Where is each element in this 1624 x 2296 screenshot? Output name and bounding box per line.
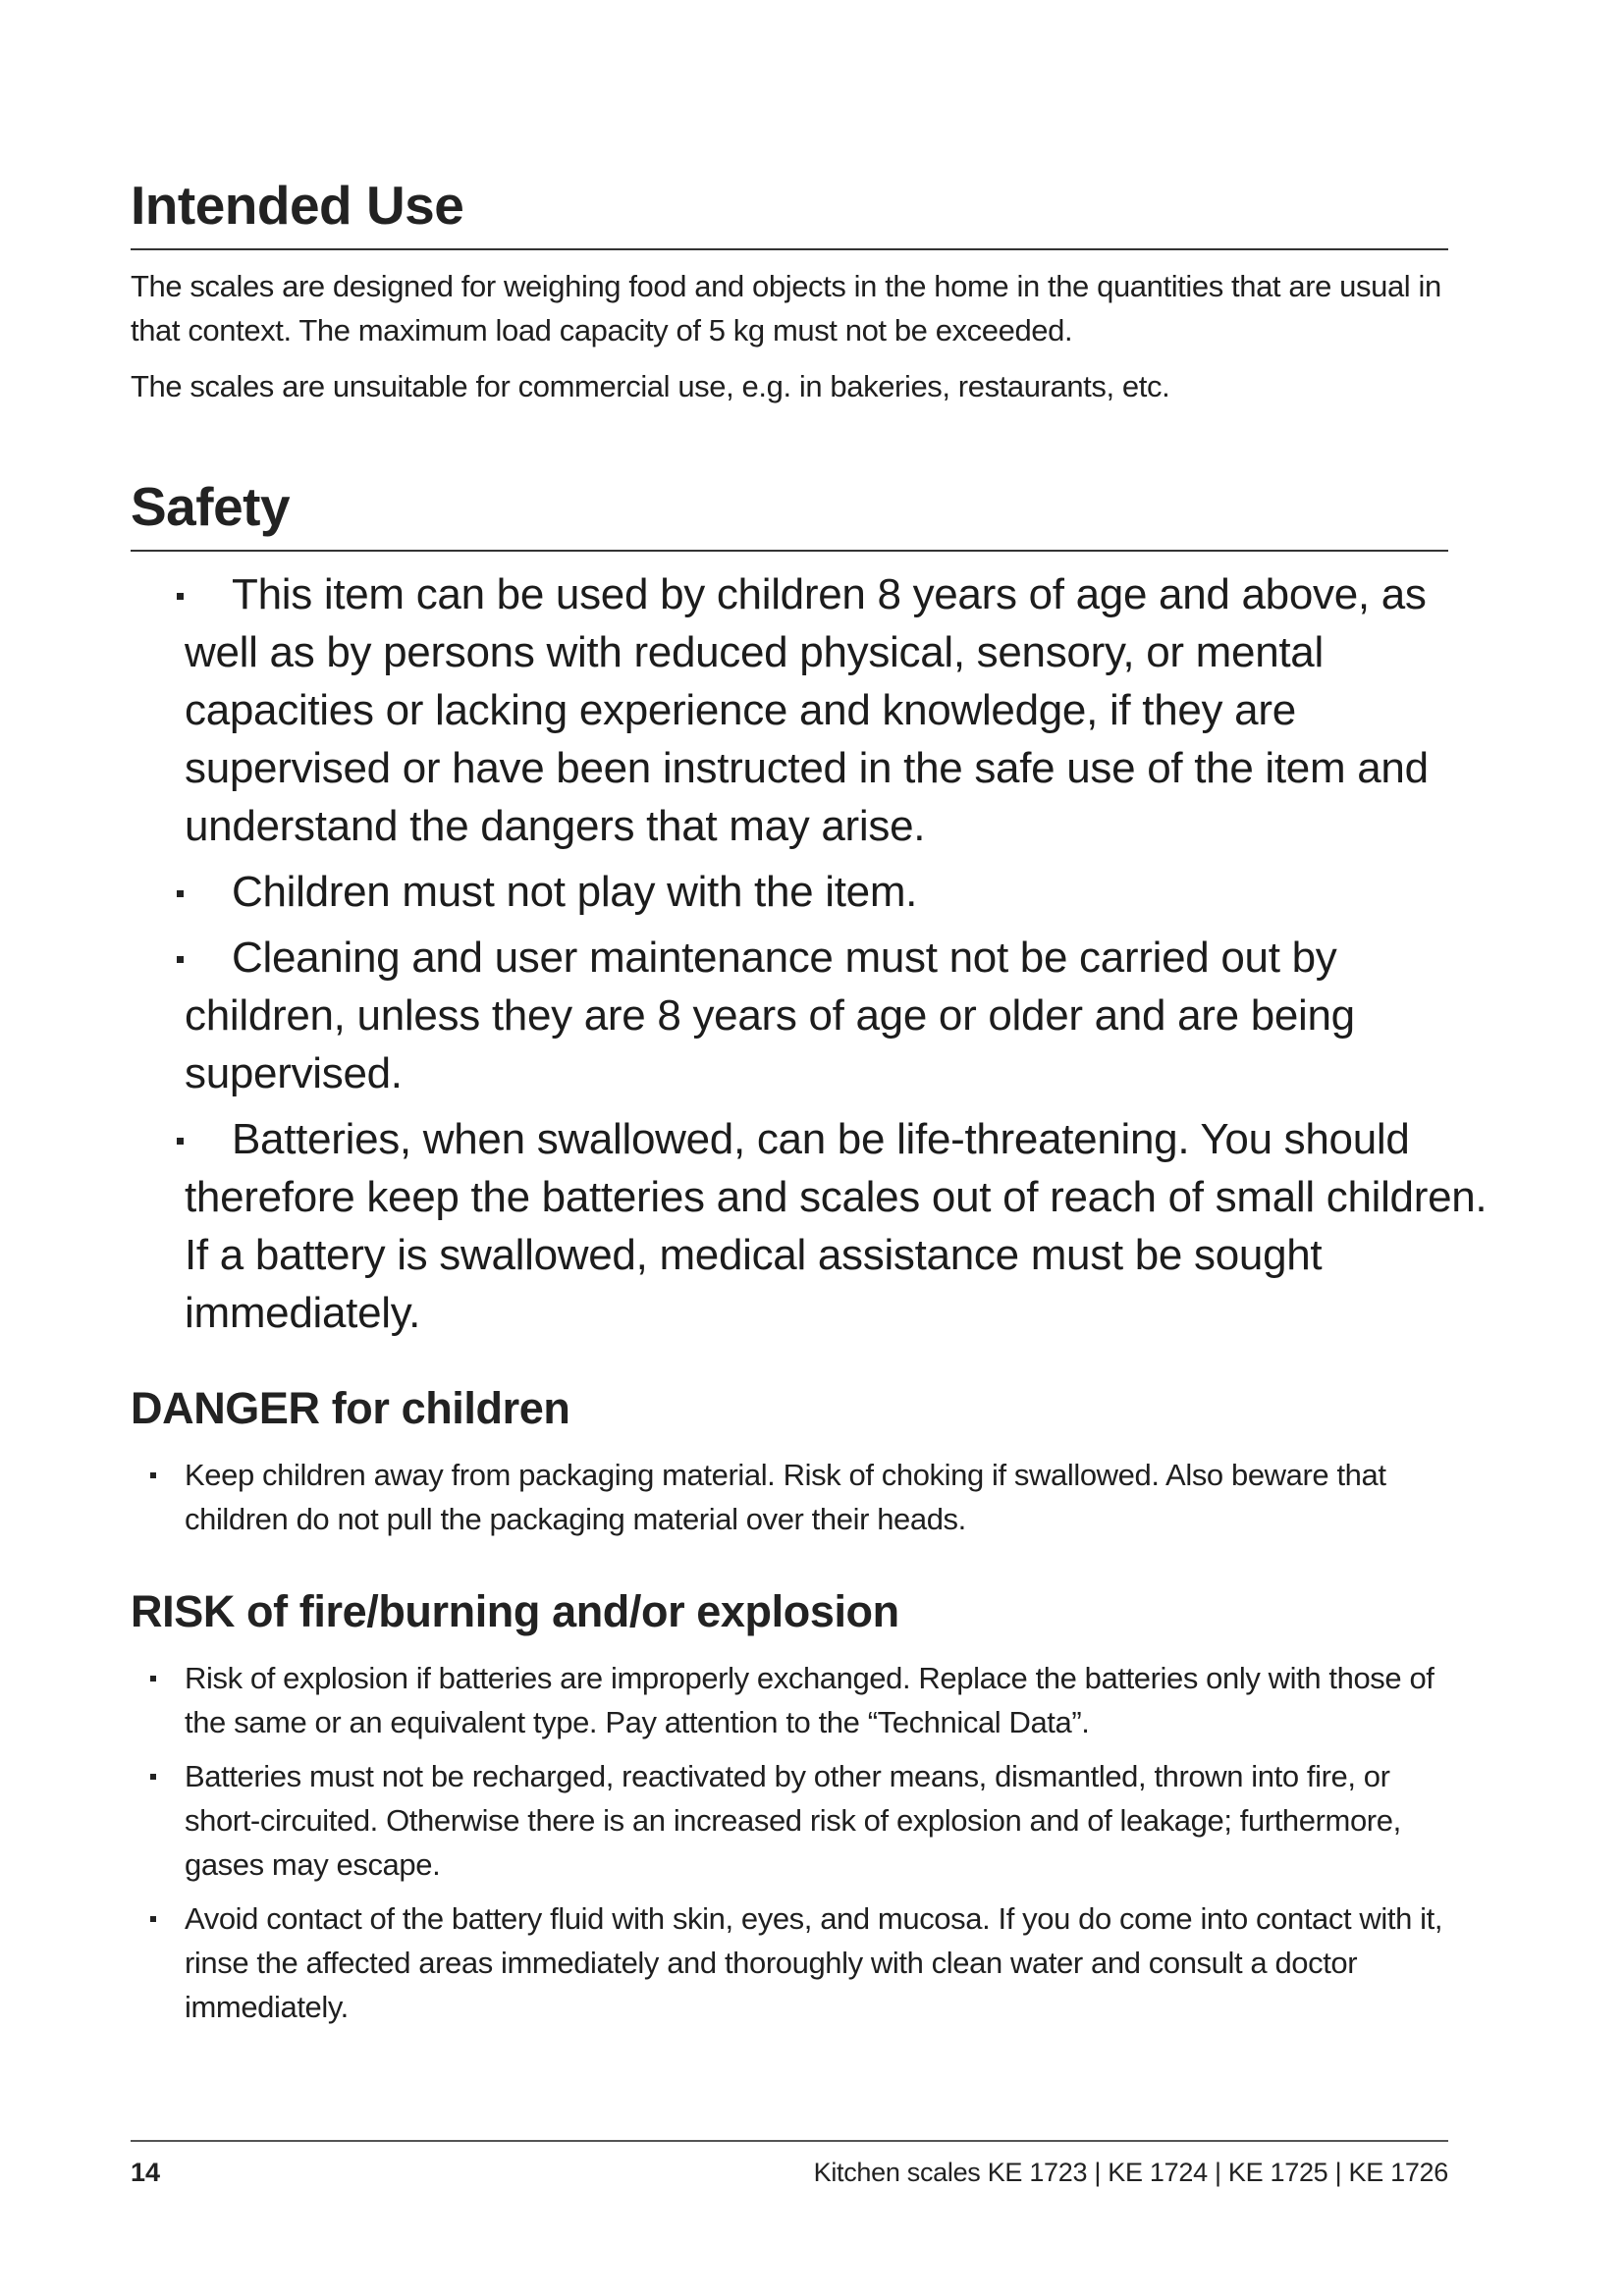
intended-use-section [131,175,1448,408]
section-divider [131,550,1448,552]
risk-fire-section [131,1585,1448,2039]
page-footer [131,2140,1448,2188]
list-item: Children must not play with the item. [131,863,1505,921]
bullet-icon [150,1774,156,1780]
list-item: This item can be used by children 8 years of age and above, as well as by persons with reduced physical, sensory, or mental capacities or lacking experience and knowledge, if they are supervised or have been instructed in the safe use of the item and understand the dangers that may arise. [131,565,1505,855]
list-item: Batteries, when swallowed, can be life-threatening. You should therefore keep the batteries and scales out of reach of small children. If a battery is swallowed, medical assistance must be sought immediately. [131,1110,1505,1342]
danger-children-heading: DANGER for children [131,1383,570,1433]
intended-use-paragraph: The scales are designed for weighing food and objects in the home in the quantities that are usual in that context. The maximum load capacity of 5 kg must not be exceeded. [131,269,1441,348]
bullet-icon [177,593,184,600]
list-item: Avoid contact of the battery fluid with skin, eyes, and mucosa. If you do come into contact with it, rinse the affected areas immediately and thoroughly with clean water and consult a doctor immediately. [131,1896,1448,2029]
safety-list [131,565,1505,1342]
risk-fire-heading: RISK of fire/burning and/or explosion [131,1586,899,1636]
intended-use-heading: Intended Use [131,175,464,236]
page-number: 14 [131,2158,161,2187]
footer-divider [131,2140,1448,2142]
bullet-icon [150,1676,156,1682]
list-item: Risk of explosion if batteries are improperly exchanged. Replace the batteries only with those of the same or an equivalent type. Pay attention to the “Technical Data”. [131,1656,1448,1744]
intended-use-paragraph: The scales are unsuitable for commercial use, e.g. in bakeries, restaurants, etc. [131,369,1170,404]
bullet-icon [177,956,184,963]
bullet-icon [177,890,184,897]
bullet-icon [150,1916,156,1922]
risk-fire-list [131,1656,1448,2029]
danger-children-section [131,1382,1448,1551]
bullet-icon [150,1472,156,1478]
section-divider [131,248,1448,250]
document-title: Kitchen scales KE 1723 | KE 1724 | KE 1725 | KE 1726 [813,2158,1448,2187]
safety-heading: Safety [131,476,291,537]
list-item: Batteries must not be recharged, reactivated by other means, dismantled, thrown into fire, or short-circuited. Otherwise there is an increased risk of explosion and of leakage; furthermore, gases may escape. [131,1754,1448,1887]
danger-children-list [131,1453,1448,1541]
list-item: Cleaning and user maintenance must not be carried out by children, unless they are 8 years of age or older and are being supervised. [131,929,1505,1102]
list-item: Keep children away from packaging material. Risk of choking if swallowed. Also beware that children do not pull the packaging material over their heads. [131,1453,1448,1541]
bullet-icon [177,1138,184,1145]
safety-section [131,476,1488,1350]
